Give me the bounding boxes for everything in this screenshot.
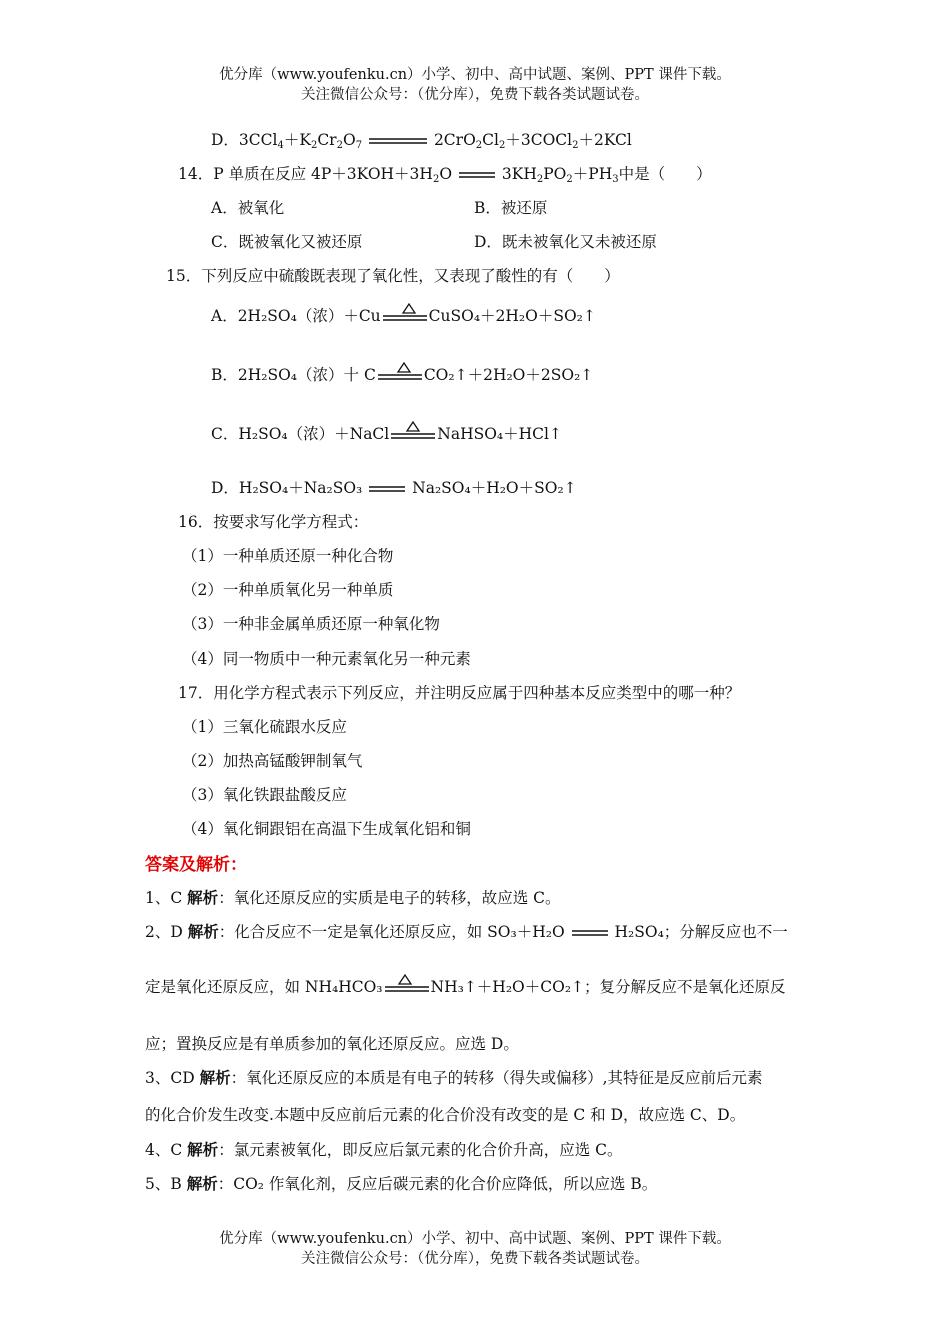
q17-item-3: （3）氧化铁跟盐酸反应 [182,786,347,804]
q15-option-a: A．2H₂SO₄（浓）＋Cu CuSO₄＋2H₂O＋SO₂↑ [211,304,596,326]
equals-sign-icon [367,136,429,146]
answer-2-line-1: 2、D 解析：化合反应不一定是氧化还原反应，如 SO₃＋H₂O H₂SO₄；分解反应也不一 [145,922,788,941]
header-line-2: 关注微信公众号：（优分库），免费下载各类试题试卷。 [301,87,649,103]
answer-2-line-2: 定是氧化还原反应，如 NH₄HCO₃ NH₃↑＋H₂O＋CO₂↑；复分解反应不是氧化还原反 [145,975,786,997]
header-line-1: 优分库（www.youfenku.cn）小学、初中、高中试题、案例、PPT 课件下载。 [219,67,731,83]
equals-sign-icon [570,928,610,938]
answers-title: 答案及解析： [145,855,247,875]
q17-item-2: （2）加热高锰酸钾制氧气 [182,752,363,770]
equals-sign-icon [367,484,407,494]
answer-3-line-2: 的化合价发生改变.本题中反应前后元素的化合价没有改变的是 C 和 D，故应选 C、D。 [145,1106,746,1124]
answer-3-line-1: 3、CD 解析：氧化还原反应的本质是有电子的转移（得失或偏移）,其特征是反应前后元素 [145,1068,763,1087]
heat-equals-icon [389,425,437,441]
q17-stem: 17．用化学方程式表示下列反应，并注明反应属于四种基本反应类型中的哪一种？ [178,684,741,702]
heat-equals-icon [383,978,431,994]
heat-equals-icon [381,307,429,323]
q14-stem: 14．P 单质在反应 $4P+3KOH+3H_2O$ $3KH_2PO_2+PH_3$中是（ ） [178,165,712,185]
footer-line-1: 优分库（www.youfenku.cn）小学、初中、高中试题、案例、PPT 课件下载。 [219,1231,731,1247]
answer-2-line-3: 应；置换反应是有单质参加的氧化还原反应。应选 D。 [145,1035,519,1053]
q14-option-b: B．被还原 [474,199,548,217]
q16-item-4: （4）同一物质中一种元素氧化另一种元素 [182,650,471,668]
q14-option-a: A．被氧化 [211,199,285,217]
heat-equals-icon [376,366,424,382]
q17-item-4: （4）氧化铜跟铝在高温下生成氧化铝和铜 [182,820,471,838]
q16-stem: 16．按要求写化学方程式： [178,513,369,531]
q16-item-1: （1）一种单质还原一种化合物 [182,547,394,565]
q13-option-d: D．$3CCl_4+K_2Cr_2O_7$ $2CrO_2Cl_2+3COCl_2+2KCl$ [211,131,632,151]
answer-1: 1、C 解析：氧化还原反应的实质是电子的转移，故应选 C。 [145,888,561,907]
q15-option-c: C．H₂SO₄（浓）＋NaCl NaHSO₄＋HCl↑ [211,422,562,444]
q15-option-d: D．H₂SO₄＋Na₂SO₃ Na₂SO₄＋H₂O＋SO₂↑ [211,479,577,497]
q15-stem: 15．下列反应中硫酸既表现了氧化性，又表现了酸性的有（ ） [166,267,620,285]
q16-item-3: （3）一种非金属单质还原一种氧化物 [182,615,440,633]
answer-5: 5、B 解析：CO₂ 作氧化剂，反应后碳元素的化合价应降低，所以应选 B。 [145,1174,658,1193]
footer-line-2: 关注微信公众号：（优分库），免费下载各类试题试卷。 [301,1251,649,1267]
answer-4: 4、C 解析：氯元素被氧化，即反应后氯元素的化合价升高，应选 C。 [145,1140,623,1159]
q14-option-c: C．既被氧化又被还原 [211,233,363,251]
q17-item-1: （1）三氧化硫跟水反应 [182,718,347,736]
q14-option-d: D．既未被氧化又未被还原 [474,233,657,251]
q15-option-b: B．2H₂SO₄（浓）十 C CO₂↑＋2H₂O＋2SO₂↑ [211,363,593,385]
q16-item-2: （2）一种单质氧化另一种单质 [182,581,394,599]
equals-sign-icon [457,170,497,180]
